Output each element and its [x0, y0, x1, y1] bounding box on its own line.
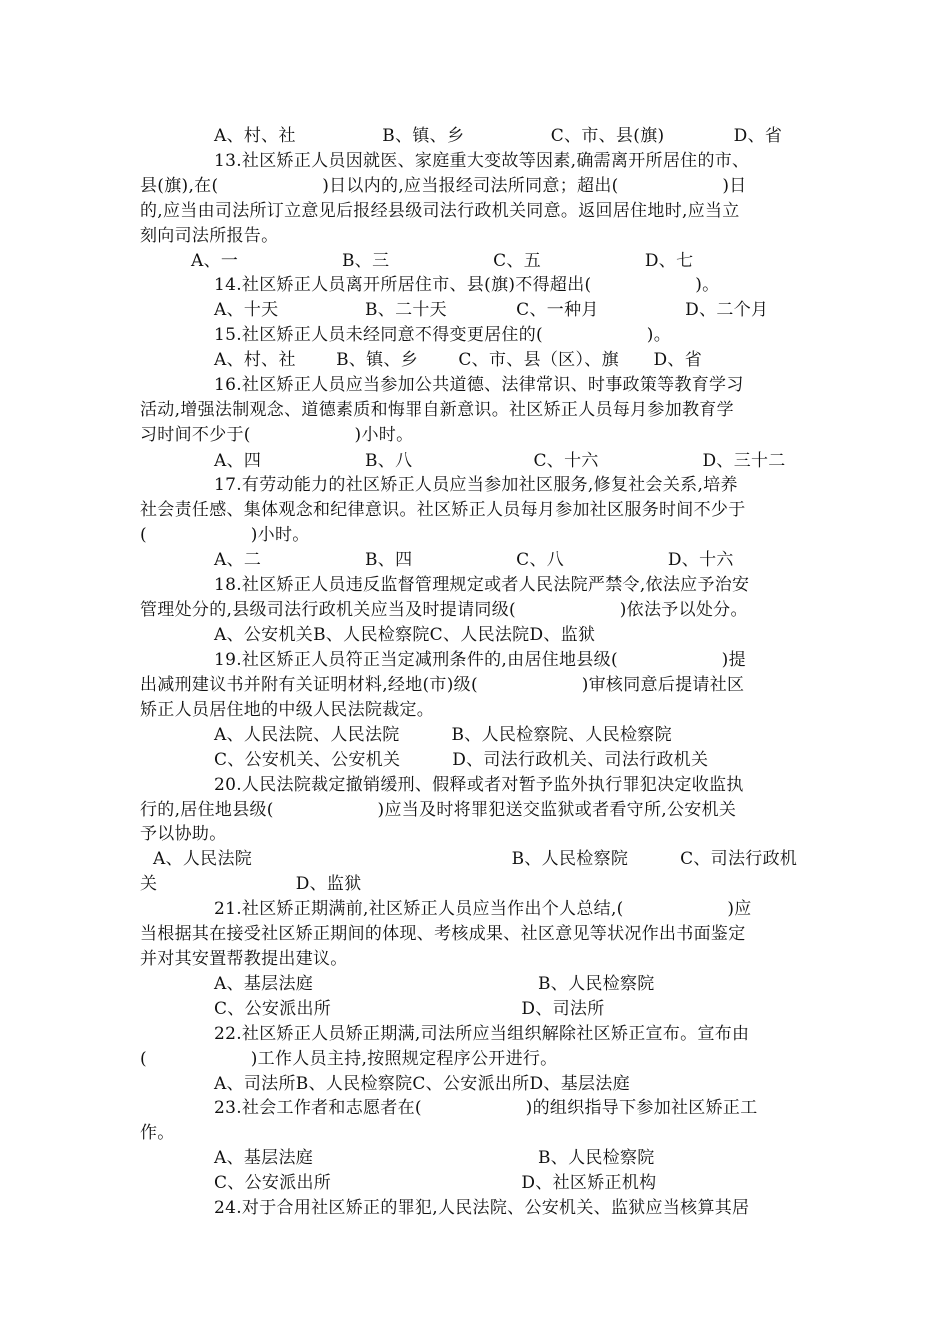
q24-text-line-1: 24.对于合用社区矫正的罪犯,人民法院、公安机关、监狱应当核算其居 [214, 1198, 750, 1218]
q23-text-line-2: 作。 [140, 1123, 175, 1143]
q21-options-line-2: C、公安派出所 D、司法所 [214, 999, 605, 1019]
q19-text-line-1: 19.社区矫正人员符正当定减刑条件的,由居住地县级( )提 [214, 650, 746, 670]
q13-options: A、一 B、三 C、五 D、七 [191, 251, 694, 271]
q17-text-line-2: 社会责任感、集体观念和纪律意识。社区矫正人员每月参加社区服务时间不少于 [140, 500, 746, 520]
q20-text-line-1: 20.人民法院裁定撤销缓刑、假释或者对暂予监外执行罪犯决定收监执 [214, 775, 744, 795]
q15-text: 15.社区矫正人员未经同意不得变更居住的( )。 [214, 325, 671, 345]
q22-text-line-2: ( )工作人员主持,按照规定程序公开进行。 [140, 1049, 558, 1069]
q23-text-line-1: 23.社会工作者和志愿者在( )的组织指导下参加社区矫正工 [214, 1098, 758, 1118]
q13-text-line-3: 的,应当由司法所订立意见后报经县级司法行政机关同意。返回居住地时,应当立 [140, 201, 740, 221]
q14-options: A、十天 B、二十天 C、一种月 D、二个月 [214, 300, 769, 320]
q17-options: A、二 B、四 C、八 D、十六 [214, 550, 734, 570]
q16-text-line-2: 活动,增强法制观念、道德素质和悔罪自新意识。社区矫正人员每月参加教育学 [140, 400, 734, 420]
q19-text-line-3: 矫正人员居住地的中级人民法院裁定。 [140, 700, 435, 720]
q16-text-line-1: 16.社区矫正人员应当参加公共道德、法律常识、时事政策等教育学习 [214, 375, 744, 395]
q18-text-line-2: 管理处分的,县级司法行政机关应当及时提请同级( )依法予以处分。 [140, 600, 748, 620]
q16-text-line-3: 习时间不少于( )小时。 [140, 425, 414, 445]
q20-text-line-2: 行的,居住地县级( )应当及时将罪犯送交监狱或者看守所,公安机关 [140, 800, 737, 820]
q20-text-line-3: 予以协助。 [140, 824, 227, 844]
q12-options: A、村、社 B、镇、乡 C、市、县(旗) D、省 [214, 126, 783, 146]
q20-options-line-2: 关 D、监狱 [140, 874, 362, 894]
q17-text-line-3: ( )小时。 [140, 525, 310, 545]
q18-text-line-1: 18.社区矫正人员违反监督管理规定或者人民法院严禁令,依法应予治安 [214, 575, 750, 595]
q19-options-line-1: A、人民法院、人民法院 B、人民检察院、人民检察院 [214, 725, 672, 745]
q17-text-line-1: 17.有劳动能力的社区矫正人员应当参加社区服务,修复社会关系,培养 [214, 475, 738, 495]
q23-options-line-2: C、公安派出所 D、社区矫正机构 [214, 1173, 657, 1193]
q21-options-line-1: A、基层法庭 B、人民检察院 [214, 974, 655, 994]
q22-text-line-1: 22.社区矫正人员矫正期满,司法所应当组织解除社区矫正宣布。宣布由 [214, 1024, 750, 1044]
q13-text-line-2: 县(旗),在( )日以内的,应当报经司法所同意；超出( )日 [140, 176, 747, 196]
q13-text-line-4: 刻向司法所报告。 [140, 226, 279, 246]
q18-options: A、公安机关B、人民检察院C、人民法院D、监狱 [214, 625, 596, 645]
q21-text-line-1: 21.社区矫正期满前,社区矫正人员应当作出个人总结,( )应 [214, 899, 752, 919]
q19-options-line-2: C、公安机关、公安机关 D、司法行政机关、司法行政机关 [214, 750, 709, 770]
q21-text-line-2: 当根据其在接受社区矫正期间的体现、考核成果、社区意见等状况作出书面鉴定 [140, 924, 746, 944]
q14-text: 14.社区矫正人员离开所居住市、县(旗)不得超出( )。 [214, 275, 720, 295]
q23-options-line-1: A、基层法庭 B、人民检察院 [214, 1148, 655, 1168]
q16-options: A、四 B、八 C、十六 D、三十二 [214, 451, 786, 471]
q13-text-line-1: 13.社区矫正人员因就医、家庭重大变故等因素,确需离开所居住的市、 [214, 151, 750, 171]
q22-options: A、司法所B、人民检察院C、公安派出所D、基层法庭 [214, 1074, 630, 1094]
q19-text-line-2: 出减刑建议书并附有关证明材料,经地(市)级( )审核同意后提请社区 [140, 675, 745, 695]
q15-options: A、村、社 B、镇、乡 C、市、县（区）、旗 D、省 [214, 350, 703, 370]
q21-text-line-3: 并对其安置帮教提出建议。 [140, 949, 348, 969]
q20-options-line-1: A、人民法院 B、人民检察院 C、司法行政机 [153, 849, 798, 869]
